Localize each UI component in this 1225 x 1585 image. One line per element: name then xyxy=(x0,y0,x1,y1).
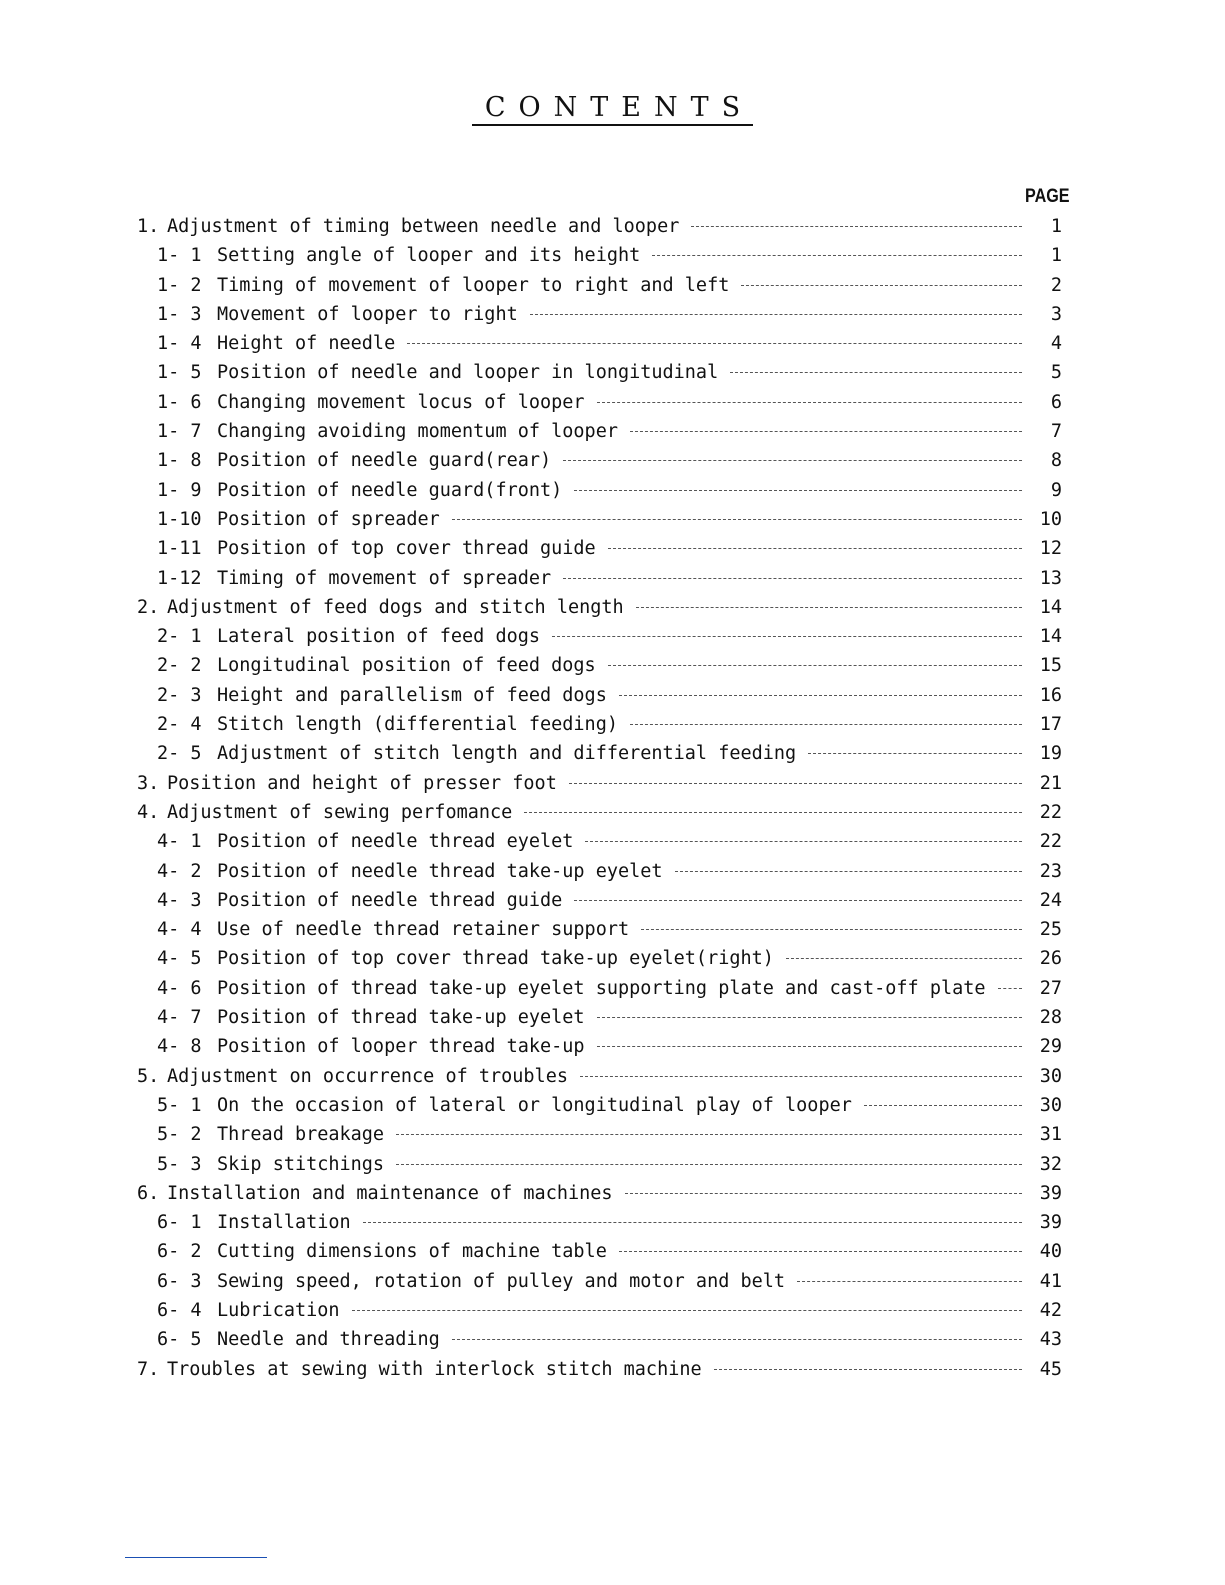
toc-entry-page: 7 xyxy=(1050,421,1062,443)
toc-entry-title: Setting angle of looper and its height xyxy=(217,245,641,267)
dot-leader xyxy=(864,1105,1022,1106)
toc-entry-title: Position of needle thread eyelet xyxy=(217,831,574,853)
page-title: CONTENTS xyxy=(0,92,1225,126)
toc-entry-page: 14 xyxy=(1039,596,1062,618)
toc-entry-page: 40 xyxy=(1039,1241,1062,1263)
dot-leader xyxy=(608,548,1022,549)
toc-entry-title: Sewing speed, rotation of pulley and motor and belt xyxy=(217,1270,786,1292)
toc-subsection xyxy=(137,362,1062,391)
toc-entry-page: 19 xyxy=(1039,743,1062,765)
toc-entry-number: 1- 2 xyxy=(157,274,202,296)
dot-leader xyxy=(396,1134,1022,1135)
toc-entry-number: 2- 5 xyxy=(157,743,202,765)
dot-leader xyxy=(352,1310,1022,1311)
toc-entry-title: Changing avoiding momentum of looper xyxy=(217,421,618,443)
toc-subsection xyxy=(137,421,1062,450)
toc-entry-number: 5- 1 xyxy=(157,1094,202,1116)
toc-entry-title: Position and height of presser foot xyxy=(167,772,557,794)
toc-section xyxy=(137,1359,1062,1388)
dot-leader xyxy=(574,900,1022,901)
dot-leader xyxy=(452,519,1022,520)
dot-leader xyxy=(563,578,1022,579)
dot-leader xyxy=(730,372,1022,373)
toc-subsection xyxy=(137,1154,1062,1183)
dot-leader xyxy=(363,1222,1022,1223)
page-column-label: PAGE xyxy=(1025,186,1070,207)
toc-entry-number: 1-12 xyxy=(157,567,202,589)
toc-entry-number: 1- 1 xyxy=(157,245,202,267)
toc-entry-page: 2 xyxy=(1050,274,1062,296)
toc-subsection xyxy=(137,626,1062,655)
toc-entry-title: Use of needle thread retainer support xyxy=(217,919,630,941)
dot-leader xyxy=(597,1017,1022,1018)
toc-subsection xyxy=(137,743,1062,772)
toc-entry-title: Troubles at sewing with interlock stitch machine xyxy=(167,1358,702,1380)
toc-subsection xyxy=(137,275,1062,304)
toc-entry-page: 41 xyxy=(1039,1270,1062,1292)
toc-subsection xyxy=(137,978,1062,1007)
toc-entry-title: Adjustment on occurrence of troubles xyxy=(167,1065,568,1087)
toc-entry-number: 5. xyxy=(137,1065,160,1087)
toc-entry-number: 1- 8 xyxy=(157,450,202,472)
toc-entry-title: Position of top cover thread take-up eyelet(right) xyxy=(217,948,774,970)
toc-entry-number: 5- 3 xyxy=(157,1153,202,1175)
toc-subsection xyxy=(137,655,1062,684)
toc-subsection xyxy=(137,450,1062,479)
footer-link-underline xyxy=(125,1557,267,1558)
toc-entry-number: 4- 8 xyxy=(157,1036,202,1058)
dot-leader xyxy=(641,929,1022,930)
toc-entry-title: Needle and threading xyxy=(217,1329,440,1351)
toc-subsection xyxy=(137,1124,1062,1153)
toc-entry-page: 32 xyxy=(1039,1153,1062,1175)
toc-subsection xyxy=(137,1007,1062,1036)
toc-entry-number: 4- 3 xyxy=(157,889,202,911)
toc-entry-number: 6. xyxy=(137,1182,160,1204)
table-of-contents xyxy=(137,216,1062,1388)
toc-entry-title: Adjustment of stitch length and differential feeding xyxy=(217,743,797,765)
toc-entry-page: 4 xyxy=(1050,333,1062,355)
toc-entry-number: 6- 2 xyxy=(157,1241,202,1263)
dot-leader xyxy=(569,783,1022,784)
toc-section xyxy=(137,802,1062,831)
toc-entry-page: 17 xyxy=(1039,714,1062,736)
toc-subsection xyxy=(137,1300,1062,1329)
toc-entry-title: Cutting dimensions of machine table xyxy=(217,1241,607,1263)
toc-subsection xyxy=(137,1329,1062,1358)
toc-subsection xyxy=(137,714,1062,743)
toc-entry-title: Position of spreader xyxy=(217,508,440,530)
toc-entry-page: 43 xyxy=(1039,1329,1062,1351)
toc-entry-title: Lubrication xyxy=(217,1299,340,1321)
toc-entry-page: 29 xyxy=(1039,1036,1062,1058)
toc-entry-title: Thread breakage xyxy=(217,1124,385,1146)
dot-leader xyxy=(652,255,1022,256)
dot-leader xyxy=(808,753,1022,754)
toc-entry-page: 1 xyxy=(1050,245,1062,267)
toc-entry-number: 4- 5 xyxy=(157,948,202,970)
toc-subsection xyxy=(137,333,1062,362)
toc-entry-page: 22 xyxy=(1039,831,1062,853)
dot-leader xyxy=(597,402,1022,403)
toc-entry-page: 12 xyxy=(1039,538,1062,560)
toc-subsection xyxy=(137,1241,1062,1270)
toc-entry-number: 1-10 xyxy=(157,508,202,530)
toc-entry-page: 27 xyxy=(1039,977,1062,999)
toc-subsection xyxy=(137,509,1062,538)
dot-leader xyxy=(636,607,1022,608)
toc-entry-page: 23 xyxy=(1039,860,1062,882)
toc-entry-number: 6- 4 xyxy=(157,1299,202,1321)
toc-entry-title: Position of thread take-up eyelet supporting plate and cast-off plate xyxy=(217,977,986,999)
toc-entry-title: Position of needle and looper in longitudinal xyxy=(217,362,719,384)
toc-entry-number: 2- 3 xyxy=(157,684,202,706)
toc-entry-number: 6- 1 xyxy=(157,1212,202,1234)
toc-entry-title: Position of needle thread guide xyxy=(217,889,563,911)
toc-entry-page: 5 xyxy=(1050,362,1062,384)
toc-entry-page: 26 xyxy=(1039,948,1062,970)
dot-leader xyxy=(630,431,1022,432)
toc-subsection xyxy=(137,1036,1062,1065)
toc-subsection xyxy=(137,568,1062,597)
toc-entry-number: 6- 3 xyxy=(157,1270,202,1292)
toc-subsection xyxy=(137,1095,1062,1124)
toc-entry-title: Position of needle guard(rear) xyxy=(217,450,552,472)
toc-entry-page: 31 xyxy=(1039,1124,1062,1146)
toc-entry-title: Position of looper thread take-up xyxy=(217,1036,585,1058)
dot-leader xyxy=(608,665,1022,666)
toc-section xyxy=(137,1183,1062,1212)
dot-leader xyxy=(452,1339,1022,1340)
toc-entry-page: 28 xyxy=(1039,1007,1062,1029)
dot-leader xyxy=(998,988,1022,989)
dot-leader xyxy=(630,724,1022,725)
toc-entry-number: 2- 2 xyxy=(157,655,202,677)
toc-entry-title: Height of needle xyxy=(217,333,396,355)
toc-entry-title: Position of needle thread take-up eyelet xyxy=(217,860,663,882)
dot-leader xyxy=(524,812,1022,813)
dot-leader xyxy=(574,490,1022,491)
toc-entry-title: Lateral position of feed dogs xyxy=(217,626,541,648)
toc-entry-number: 4- 7 xyxy=(157,1007,202,1029)
toc-entry-title: Timing of movement of looper to right and left xyxy=(217,274,730,296)
toc-subsection xyxy=(137,1212,1062,1241)
toc-entry-title: Adjustment of sewing perfomance xyxy=(167,801,513,823)
toc-entry-number: 1-11 xyxy=(157,538,202,560)
toc-entry-number: 6- 5 xyxy=(157,1329,202,1351)
toc-subsection xyxy=(137,304,1062,333)
toc-section xyxy=(137,1066,1062,1095)
toc-entry-number: 3. xyxy=(137,772,160,794)
toc-entry-page: 13 xyxy=(1039,567,1062,589)
toc-entry-page: 25 xyxy=(1039,919,1062,941)
toc-entry-title: Changing movement locus of looper xyxy=(217,391,585,413)
toc-entry-number: 1- 9 xyxy=(157,479,202,501)
toc-entry-number: 1. xyxy=(137,216,160,237)
toc-entry-page: 22 xyxy=(1039,801,1062,823)
toc-entry-page: 30 xyxy=(1039,1094,1062,1116)
toc-entry-page: 15 xyxy=(1039,655,1062,677)
toc-entry-page: 45 xyxy=(1039,1358,1062,1380)
toc-entry-title: Stitch length (differential feeding) xyxy=(217,714,618,736)
toc-entry-page: 6 xyxy=(1050,391,1062,413)
toc-entry-title: Height and parallelism of feed dogs xyxy=(217,684,607,706)
dot-leader xyxy=(741,285,1022,286)
toc-entry-title: Skip stitchings xyxy=(217,1153,385,1175)
dot-leader xyxy=(619,695,1022,696)
toc-entry-page: 14 xyxy=(1039,626,1062,648)
toc-subsection xyxy=(137,1271,1062,1300)
toc-subsection xyxy=(137,890,1062,919)
toc-entry-title: Adjustment of timing between needle and looper xyxy=(167,216,680,237)
toc-entry-number: 1- 4 xyxy=(157,333,202,355)
toc-subsection xyxy=(137,861,1062,890)
toc-subsection xyxy=(137,480,1062,509)
toc-entry-number: 7. xyxy=(137,1358,160,1380)
toc-entry-number: 4. xyxy=(137,801,160,823)
dot-leader xyxy=(396,1164,1022,1165)
toc-entry-number: 2- 1 xyxy=(157,626,202,648)
toc-entry-page: 30 xyxy=(1039,1065,1062,1087)
toc-subsection xyxy=(137,538,1062,567)
toc-subsection xyxy=(137,919,1062,948)
dot-leader xyxy=(797,1281,1022,1282)
dot-leader xyxy=(407,343,1022,344)
toc-entry-title: Position of top cover thread guide xyxy=(217,538,596,560)
toc-entry-number: 4- 1 xyxy=(157,831,202,853)
toc-entry-number: 1- 6 xyxy=(157,391,202,413)
toc-subsection xyxy=(137,831,1062,860)
toc-entry-page: 39 xyxy=(1039,1212,1062,1234)
dot-leader xyxy=(786,958,1022,959)
toc-entry-title: On the occasion of lateral or longitudinal play of looper xyxy=(217,1094,852,1116)
toc-entry-page: 16 xyxy=(1039,684,1062,706)
toc-entry-number: 1- 7 xyxy=(157,421,202,443)
toc-section xyxy=(137,216,1062,245)
toc-entry-number: 2. xyxy=(137,596,160,618)
toc-entry-page: 24 xyxy=(1039,889,1062,911)
toc-entry-page: 9 xyxy=(1050,479,1062,501)
toc-entry-title: Position of thread take-up eyelet xyxy=(217,1007,585,1029)
toc-entry-title: Adjustment of feed dogs and stitch length xyxy=(167,596,624,618)
dot-leader xyxy=(552,636,1022,637)
toc-subsection xyxy=(137,245,1062,274)
dot-leader xyxy=(625,1193,1022,1194)
dot-leader xyxy=(580,1076,1022,1077)
toc-entry-number: 4- 4 xyxy=(157,919,202,941)
toc-section xyxy=(137,773,1062,802)
toc-entry-number: 2- 4 xyxy=(157,714,202,736)
toc-entry-page: 21 xyxy=(1039,772,1062,794)
dot-leader xyxy=(585,841,1022,842)
toc-entry-title: Position of needle guard(front) xyxy=(217,479,563,501)
toc-subsection xyxy=(137,948,1062,977)
toc-entry-title: Installation and maintenance of machines xyxy=(167,1182,613,1204)
dot-leader xyxy=(691,226,1022,227)
toc-entry-page: 39 xyxy=(1039,1182,1062,1204)
toc-entry-number: 4- 2 xyxy=(157,860,202,882)
toc-entry-page: 8 xyxy=(1050,450,1062,472)
dot-leader xyxy=(619,1251,1022,1252)
dot-leader xyxy=(530,314,1022,315)
toc-entry-title: Installation xyxy=(217,1212,351,1234)
toc-subsection xyxy=(137,685,1062,714)
toc-subsection xyxy=(137,392,1062,421)
dot-leader xyxy=(597,1046,1022,1047)
toc-entry-title: Timing of movement of spreader xyxy=(217,567,552,589)
dot-leader xyxy=(675,871,1022,872)
dot-leader xyxy=(714,1369,1022,1370)
toc-entry-title: Movement of looper to right xyxy=(217,303,518,325)
dot-leader xyxy=(563,460,1022,461)
toc-entry-page: 3 xyxy=(1050,303,1062,325)
toc-entry-number: 4- 6 xyxy=(157,977,202,999)
toc-entry-title: Longitudinal position of feed dogs xyxy=(217,655,596,677)
toc-entry-page: 1 xyxy=(1050,216,1062,237)
toc-entry-number: 1- 5 xyxy=(157,362,202,384)
toc-entry-number: 5- 2 xyxy=(157,1124,202,1146)
toc-entry-page: 42 xyxy=(1039,1299,1062,1321)
toc-entry-page: 10 xyxy=(1039,508,1062,530)
toc-entry-number: 1- 3 xyxy=(157,303,202,325)
toc-section xyxy=(137,597,1062,626)
